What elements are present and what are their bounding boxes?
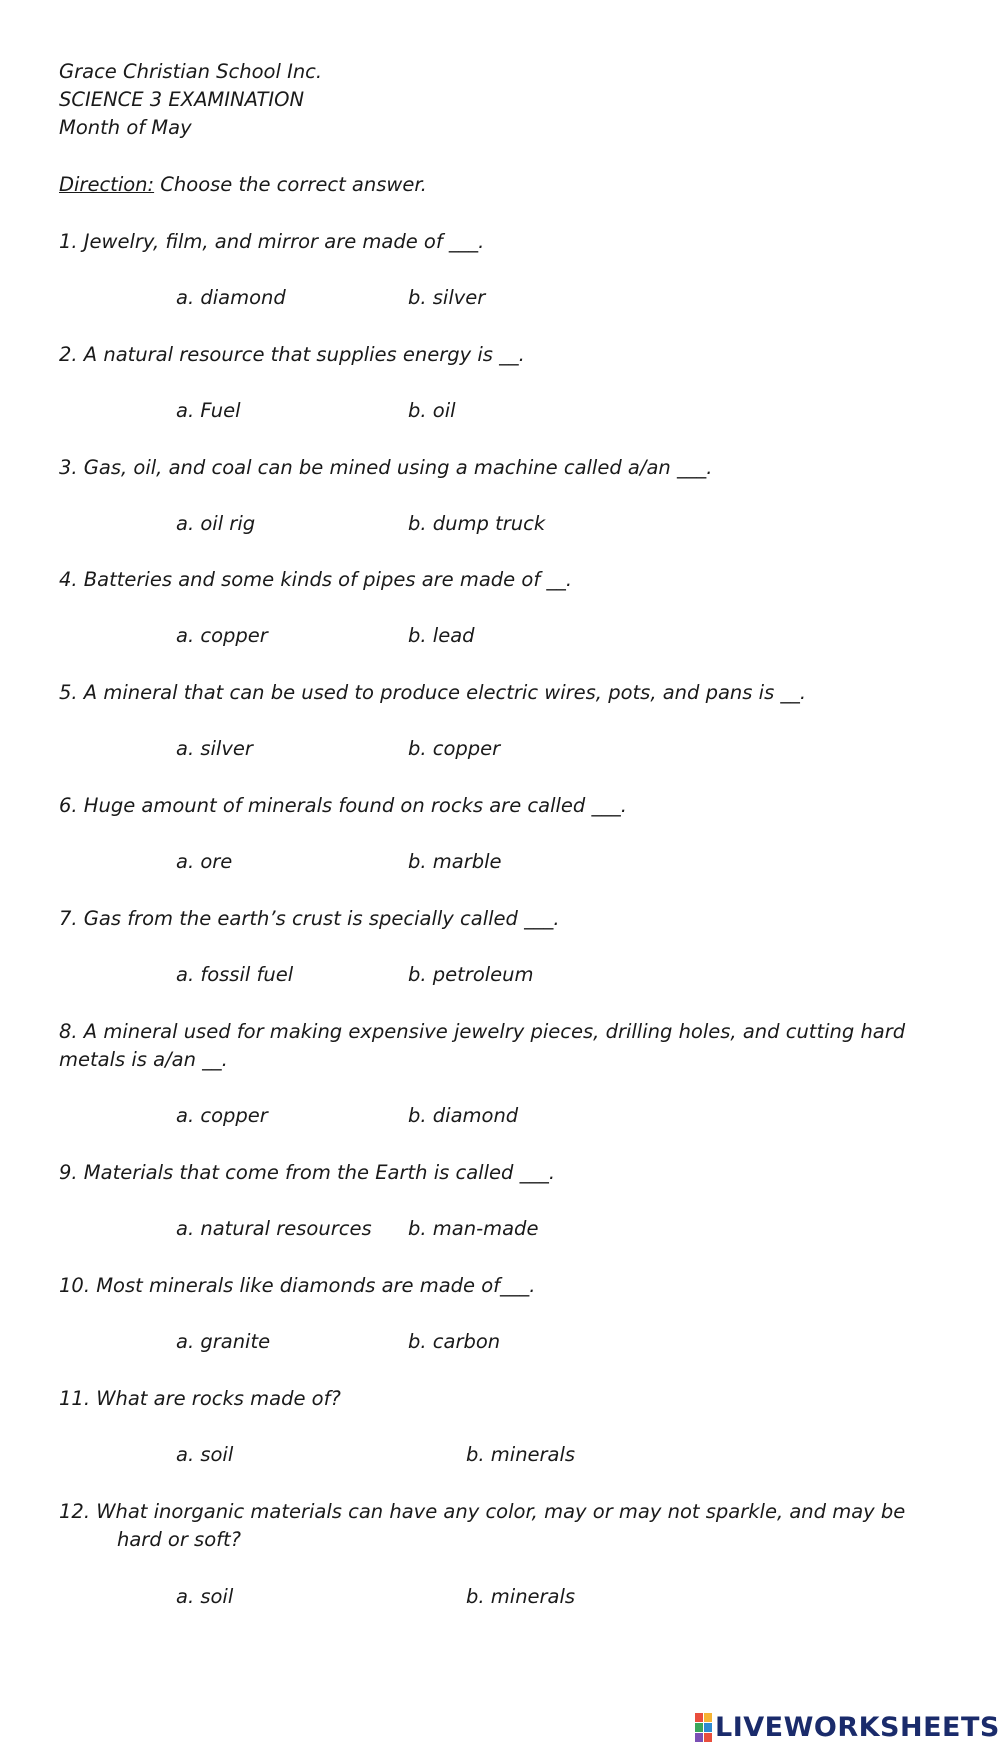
q3-option-a[interactable]: a. oil rig bbox=[176, 512, 256, 535]
q10-option-a[interactable]: a. granite bbox=[176, 1330, 271, 1353]
q4-option-b[interactable]: b. lead bbox=[408, 624, 475, 647]
question-12: 12. What inorganic materials can have any color, may or may not sparkle, and may be hard or soft? bbox=[59, 1500, 906, 1551]
direction bbox=[59, 171, 427, 199]
logo-text: LIVEWORKSHEETS bbox=[715, 1711, 1000, 1743]
question-2: 2. A natural resource that supplies energy is __. bbox=[59, 343, 525, 366]
q5-option-a[interactable]: a. silver bbox=[176, 737, 253, 760]
q5-option-b[interactable]: b. copper bbox=[408, 737, 501, 760]
q10-option-b[interactable]: b. carbon bbox=[408, 1330, 501, 1353]
school-name: Grace Christian School Inc. bbox=[59, 60, 323, 83]
q1-option-b[interactable]: b. silver bbox=[408, 286, 486, 309]
q4-option-a[interactable]: a. copper bbox=[176, 624, 268, 647]
direction-text: Choose the correct answer. bbox=[154, 173, 427, 196]
liveworksheets-logo-icon bbox=[695, 1713, 712, 1742]
q2-option-a[interactable]: a. Fuel bbox=[176, 399, 241, 422]
logo-block bbox=[704, 1713, 712, 1722]
q11-option-b[interactable]: b. minerals bbox=[466, 1443, 576, 1466]
question-1: 1. Jewelry, film, and mirror are made of ___. bbox=[59, 230, 485, 253]
logo-block bbox=[704, 1733, 712, 1742]
q2-option-b[interactable]: b. oil bbox=[408, 399, 456, 422]
q7-option-b[interactable]: b. petroleum bbox=[408, 963, 534, 986]
liveworksheets-logo[interactable] bbox=[695, 1712, 1000, 1742]
q6-option-b[interactable]: b. marble bbox=[408, 850, 502, 873]
q11-option-a[interactable]: a. soil bbox=[176, 1443, 234, 1466]
q8-option-b[interactable]: b. diamond bbox=[408, 1104, 519, 1127]
direction-label: Direction: bbox=[59, 173, 155, 196]
logo-block bbox=[704, 1723, 712, 1732]
q9-option-b[interactable]: b. man-made bbox=[408, 1217, 539, 1240]
question-6: 6. Huge amount of minerals found on rocks are called ___. bbox=[59, 794, 627, 817]
question-7: 7. Gas from the earth’s crust is specially called ___. bbox=[59, 907, 560, 930]
logo-block bbox=[695, 1733, 703, 1742]
question-9: 9. Materials that come from the Earth is called ___. bbox=[59, 1161, 556, 1184]
logo-block bbox=[695, 1713, 703, 1722]
question-4: 4. Batteries and some kinds of pipes are made of __. bbox=[59, 568, 573, 591]
q1-option-a[interactable]: a. diamond bbox=[176, 286, 286, 309]
q12-option-b[interactable]: b. minerals bbox=[466, 1585, 576, 1608]
question-11: 11. What are rocks made of? bbox=[59, 1387, 341, 1410]
question-8: 8. A mineral used for making expensive jewelry pieces, drilling holes, and cutting hard metals is a/an __. bbox=[59, 1020, 906, 1071]
q3-option-b[interactable]: b. dump truck bbox=[408, 512, 546, 535]
q7-option-a[interactable]: a. fossil fuel bbox=[176, 963, 294, 986]
exam-title: SCIENCE 3 EXAMINATION bbox=[59, 88, 305, 111]
question-5: 5. A mineral that can be used to produce electric wires, pots, and pans is __. bbox=[59, 681, 807, 704]
q9-option-a[interactable]: a. natural resources bbox=[176, 1217, 372, 1240]
q8-option-a[interactable]: a. copper bbox=[176, 1104, 268, 1127]
q6-option-a[interactable]: a. ore bbox=[176, 850, 233, 873]
q12-option-a[interactable]: a. soil bbox=[176, 1585, 234, 1608]
question-10: 10. Most minerals like diamonds are made of___. bbox=[59, 1274, 536, 1297]
question-3: 3. Gas, oil, and coal can be mined using a machine called a/an ___. bbox=[59, 456, 713, 479]
exam-month: Month of May bbox=[59, 116, 192, 139]
logo-block bbox=[695, 1723, 703, 1732]
